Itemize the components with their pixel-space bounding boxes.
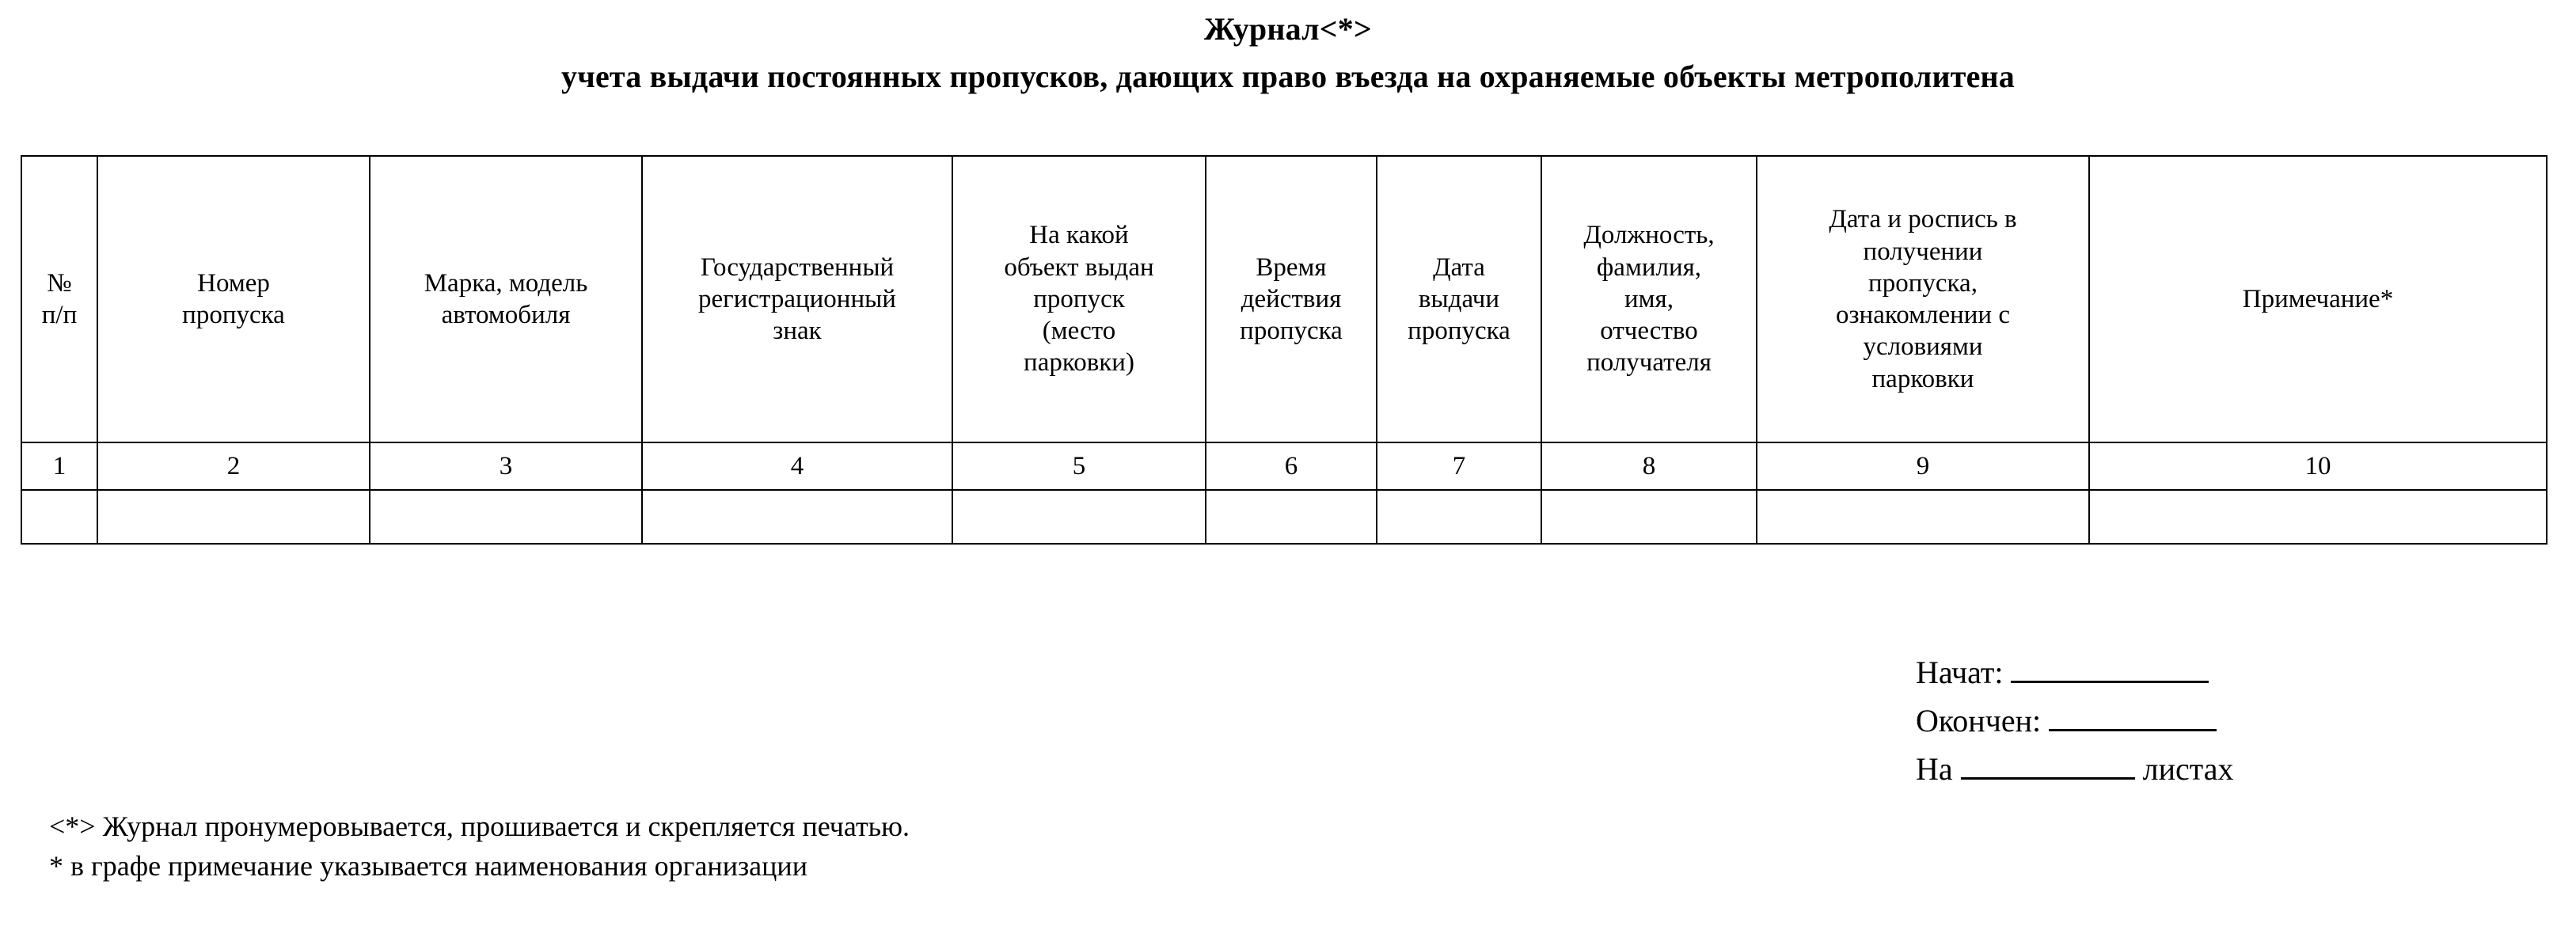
started-line [1916,649,2233,697]
header-line: пропуска, [1868,268,1978,298]
header-line: отчество [1600,317,1698,346]
header-line: знак [773,317,822,346]
document-title [0,0,2576,95]
column-header-pass-number [97,156,370,442]
header-line: (место [1042,317,1116,346]
header-line: имя, [1624,284,1674,313]
column-header-object [952,156,1206,442]
column-header-plate [642,156,952,442]
header-line: Примечание* [2242,284,2394,313]
journal-table-wrapper [21,155,2546,545]
header-line: Дата и роспись в [1829,205,2017,234]
table-row [21,490,2547,544]
column-header-signature [1757,156,2089,442]
sheets-suffix-label: листах [2142,750,2234,787]
table-cell[interactable] [2089,490,2547,544]
header-line: пропуска [1240,317,1343,346]
journal-period-block [1916,649,2233,793]
header-line: автомобиля [441,301,571,329]
column-index-cell: 1 [21,442,97,490]
header-line: регистрационный [698,284,896,313]
column-index-cell: 3 [370,442,642,490]
table-cell[interactable] [1206,490,1377,544]
column-header-note [2089,156,2547,442]
header-line: выдачи [1418,284,1500,313]
header-line: Должность, [1583,221,1715,250]
column-index-cell: 2 [97,442,370,490]
table-cell[interactable] [952,490,1206,544]
column-header-car-model [370,156,642,442]
footnote-column-note: * в графе примечание указывается наименования организации [49,849,807,882]
header-line: ознакомлении с [1836,301,2010,329]
sheets-line [1916,746,2233,794]
header-line: фамилия, [1596,252,1702,282]
header-line: Номер [197,268,270,298]
header-line: получателя [1586,348,1712,378]
table-cell[interactable] [370,490,642,544]
column-index-cell: 4 [642,442,952,490]
table-cell[interactable] [97,490,370,544]
header-line: парковки) [1024,348,1134,378]
sheets-prefix-label: На [1916,750,1953,787]
sheets-blank-field[interactable] [1961,777,2135,780]
footnote-asterisk-note: <*> Журнал пронумеровывается, прошивается и скрепляется печатью. [49,810,910,842]
header-line: Государственный [700,252,895,282]
started-label: Начат: [1916,655,2004,690]
column-index-cell: 9 [1757,442,2089,490]
table-cell[interactable] [1377,490,1541,544]
column-header-issue-date [1377,156,1541,442]
column-index-cell: 8 [1541,442,1757,490]
table-cell[interactable] [1757,490,2089,544]
column-header-recipient [1541,156,1757,442]
column-header-number [21,156,97,442]
finished-label: Окончен: [1916,702,2042,738]
column-index-cell: 7 [1377,442,1541,490]
title-line-primary: Журнал<*> [1204,11,1372,47]
column-index-cell: 5 [952,442,1206,490]
table-header-row [21,156,2547,442]
header-line: Дата [1433,252,1485,282]
finished-line [1916,697,2233,746]
table-cell[interactable] [1541,490,1757,544]
title-line-secondary: учета выдачи постоянных пропусков, дающих право въезда на охраняемые объекты метрополитена [561,59,2015,94]
header-line: получении [1863,237,1983,266]
journal-table [21,155,2548,545]
header-line: п/п [41,301,78,329]
table-row-column-numbers [21,442,2547,490]
finished-blank-field[interactable] [2049,729,2217,731]
header-line: пропуска [182,301,285,329]
header-line: На какой [1029,221,1129,250]
started-blank-field[interactable] [2011,681,2209,683]
header-line: Время [1256,252,1327,282]
header-line: пропуск [1033,284,1125,313]
header-line: пропуска [1408,317,1510,346]
header-line: действия [1241,284,1342,313]
column-index-cell: 10 [2089,442,2547,490]
header-line: № [47,268,72,298]
footnotes-block [49,807,910,886]
header-line: условиями [1863,332,1983,362]
column-header-valid-time [1206,156,1377,442]
header-line: Марка, модель [424,268,588,298]
table-cell[interactable] [21,490,97,544]
header-line: парковки [1871,364,1974,393]
column-index-cell: 6 [1206,442,1377,490]
header-line: объект выдан [1004,252,1154,282]
table-cell[interactable] [642,490,952,544]
